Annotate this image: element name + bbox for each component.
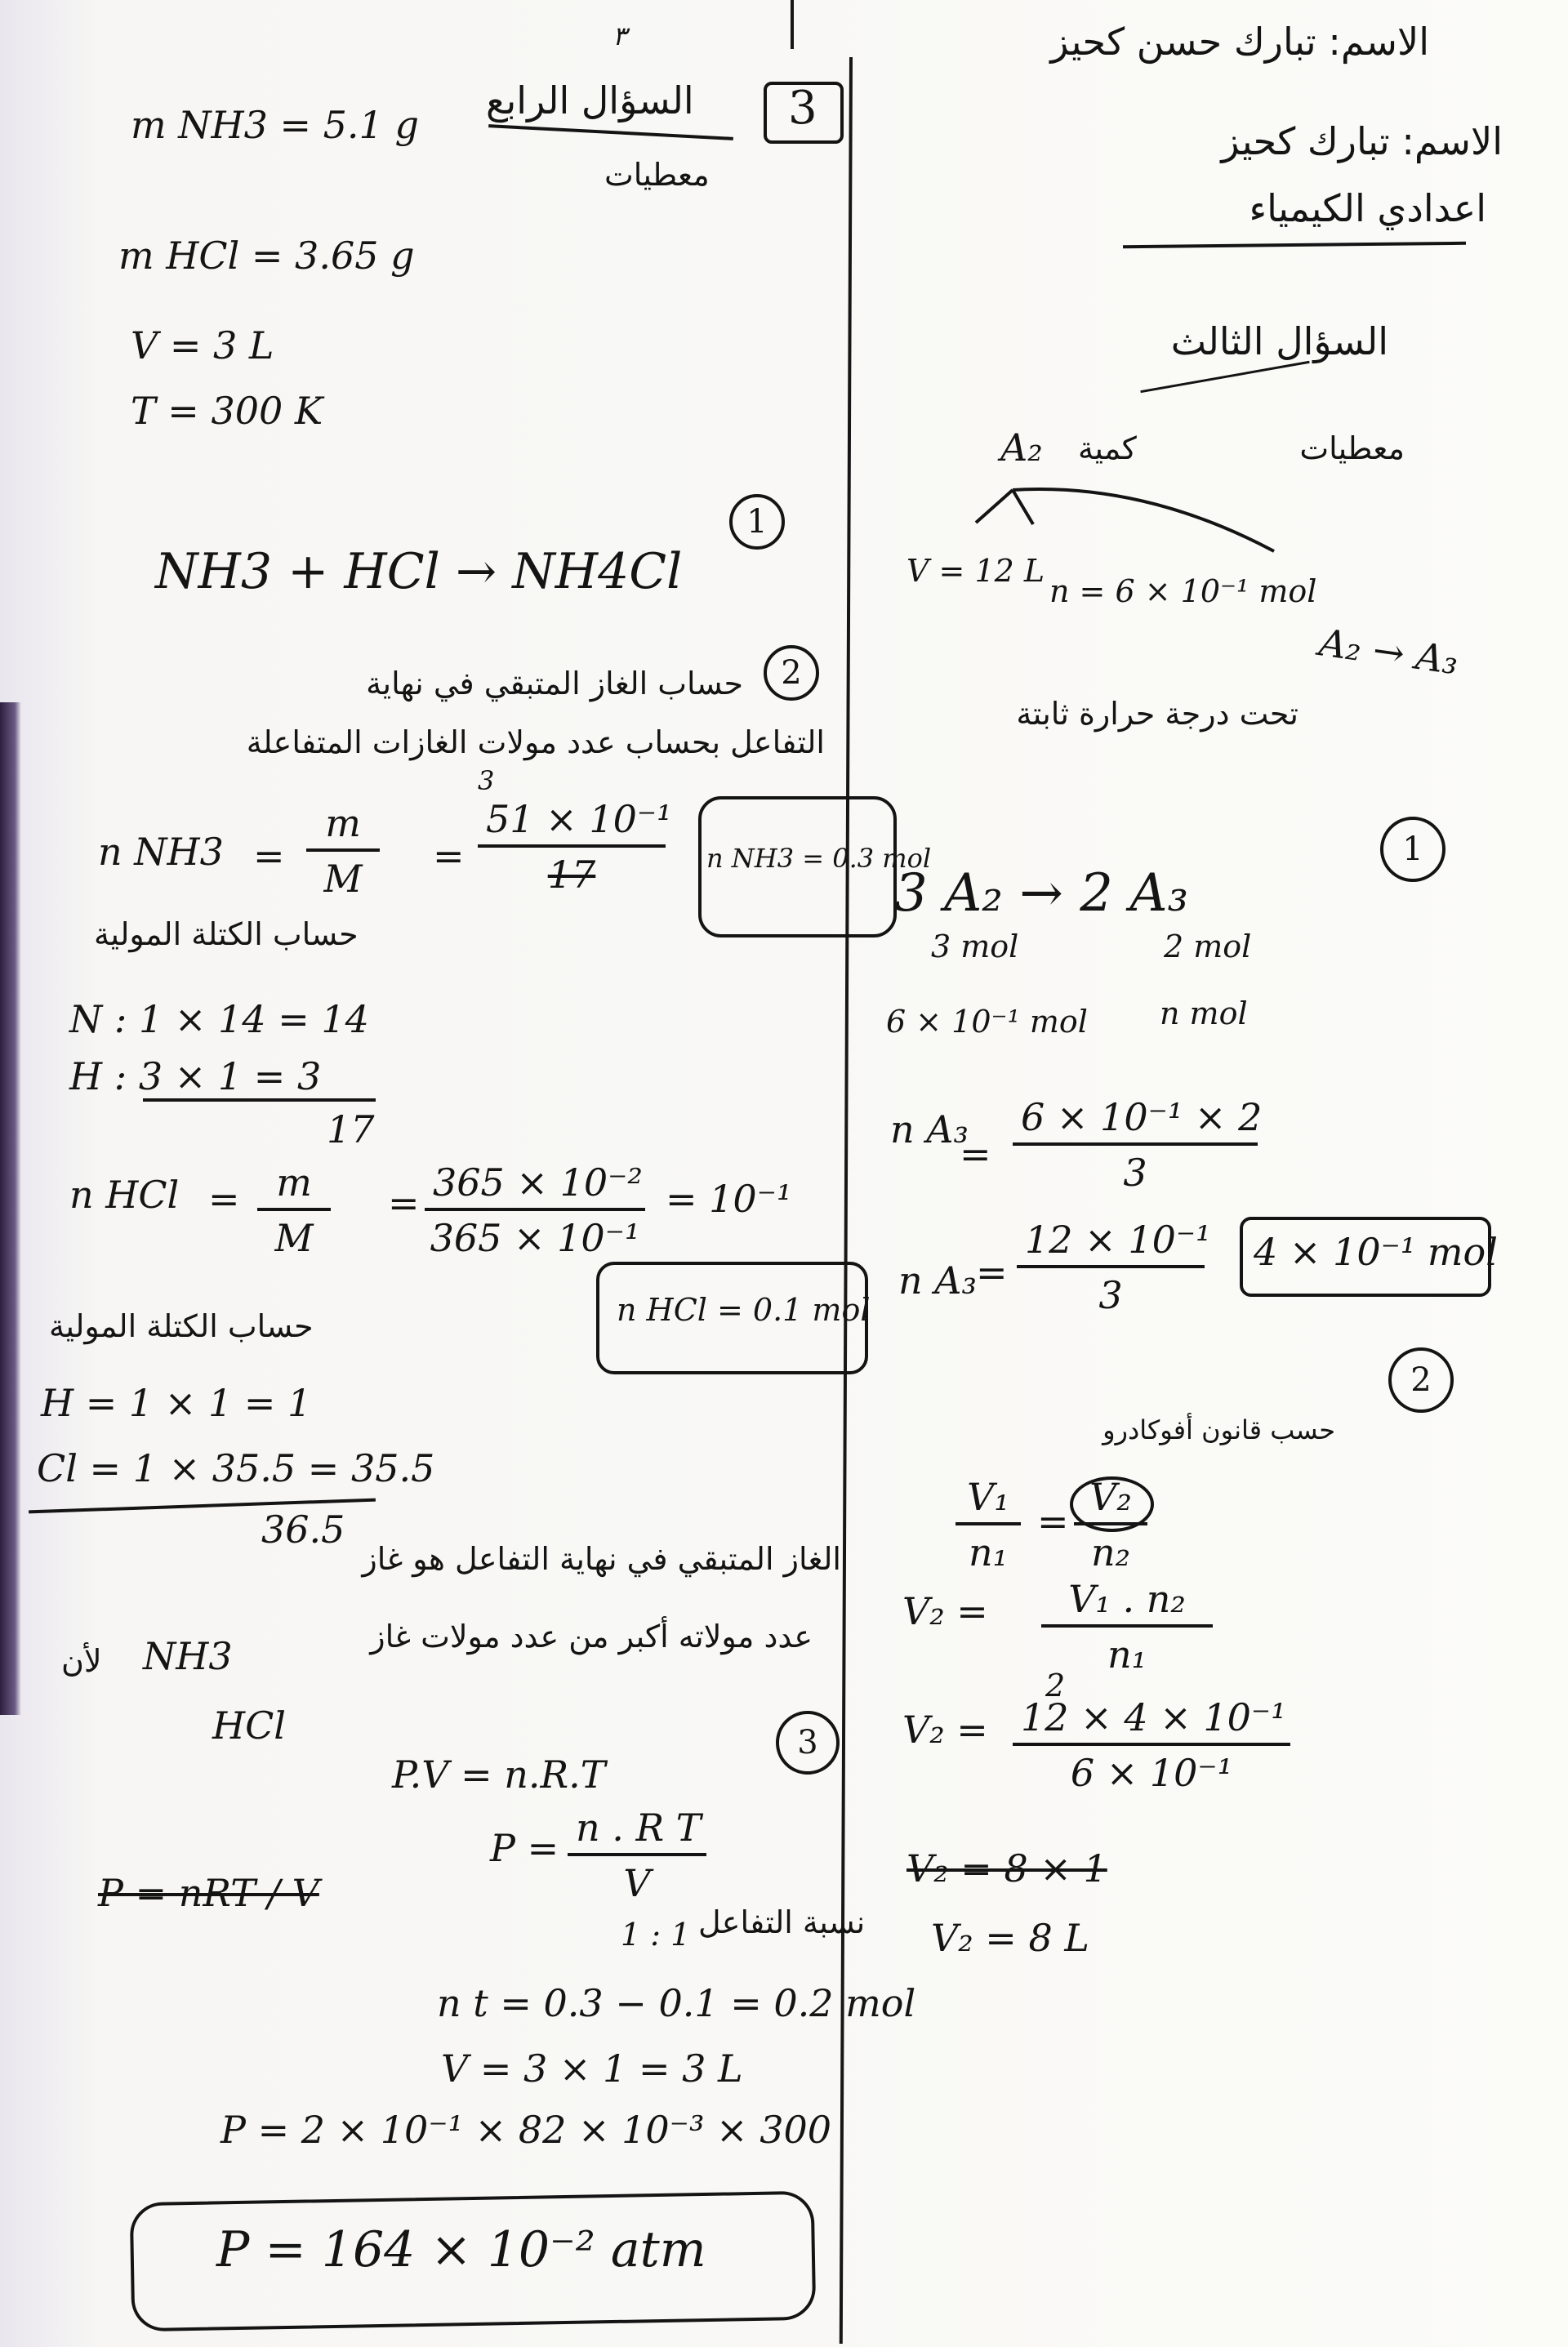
q3-v-given: V = 12 L <box>906 553 1045 589</box>
q4-n-hcl-calc-den: 365 × 10⁻¹ <box>430 1216 640 1260</box>
q4-n-nh3-calc-num: 51 × 10⁻¹ <box>478 800 666 848</box>
q4-n-hcl-den: M <box>274 1216 314 1260</box>
q4-nh3-sum-line <box>143 1098 376 1102</box>
q3-v1n1-fraction <box>956 1475 1021 1574</box>
q3-v2-mid: V₂ = 8 × 1 <box>906 1846 1107 1891</box>
q4-n-nh3-calc-den: 17 <box>547 853 596 897</box>
q4-n-hcl-num: m <box>257 1164 331 1211</box>
q4-n-nh3-calc-top: 3 <box>478 765 495 796</box>
q4-n-hcl-eq2: = <box>388 1181 420 1225</box>
q4-ratio: 1 : 1 <box>621 1917 691 1953</box>
q4-part2-line1: حساب الغاز المتبقي في نهاية <box>366 666 743 701</box>
q3-v1: V₁ <box>956 1478 1021 1525</box>
q3-na3-2-num: 12 × 10⁻¹ <box>1017 1221 1205 1268</box>
q3-v2-calc-fraction <box>1013 1695 1290 1795</box>
q3-step1-badge: 1 <box>1380 817 1446 882</box>
q3-step2-badge: 2 <box>1388 1347 1454 1413</box>
q3-mol-right: 2 mol <box>1164 929 1252 964</box>
q4-nt: n t = 0.3 − 0.1 = 0.2 mol <box>437 1981 916 2025</box>
q4-v-calc: V = 3 × 1 = 3 L <box>441 2046 743 2091</box>
q4-n-hcl-eq1: = <box>208 1177 240 1221</box>
q4-p-frac <box>568 1806 706 1905</box>
q4-pv-eq: P.V = n.R.T <box>392 1752 606 1797</box>
q4-nh3-n: N : 1 × 14 = 14 <box>69 997 369 1041</box>
q4-remaining-gas2: HCl <box>212 1703 287 1748</box>
q3-v2-num: V₁ . n₂ <box>1041 1580 1213 1628</box>
q4-n-nh3-result: n NH3 = 0.3 mol <box>706 843 932 874</box>
q3-v2-calc-num: 12 × 4 × 10⁻¹ <box>1013 1699 1290 1746</box>
q4-molar-hcl-label: حساب الكتلة المولية <box>49 1308 314 1344</box>
q4-part2-line2: التفاعل بحساب عدد مولات الغازات المتفاعلة <box>246 724 825 760</box>
q3-na3-lhs: n A₃ <box>890 1107 969 1151</box>
q4-p-den: V <box>623 1861 651 1905</box>
q4-n-nh3-den: M <box>323 857 363 901</box>
q3-na3-eq: = <box>960 1132 991 1176</box>
q4-remaining-line1: الغاز المتبقي في نهاية التفاعل هو غاز <box>362 1541 841 1577</box>
top-divider-line <box>791 0 794 49</box>
q4-p-crossed: P = nRT / V <box>98 1871 319 1915</box>
q4-given-label: معطيات <box>604 157 710 193</box>
q4-ratio-label: نسبة التفاعل <box>698 1904 866 1940</box>
q4-n-hcl-mid: = 10⁻¹ <box>666 1177 792 1221</box>
q4-n-nh3-eq1: = <box>253 834 285 878</box>
q3-reaction-short: A₂ → A₃ <box>1316 620 1462 684</box>
q4-n-hcl-lhs: n HCl <box>69 1173 180 1217</box>
header-top-name: الاسم: تبارك حسن كحيز <box>1050 20 1429 64</box>
q4-molar-nh3-label: حساب الكتلة المولية <box>94 916 359 952</box>
header-page-mark: ٣ <box>612 20 627 51</box>
q4-hcl-total: 36.5 <box>261 1508 345 1552</box>
q4-nh3-total: 17 <box>327 1107 375 1151</box>
q4-n-nh3-eq2: = <box>433 834 465 878</box>
q3-branch-arrows <box>964 474 1290 563</box>
q3-na3-2-eq: = <box>976 1250 1008 1294</box>
q3-v2-lhs: V₂ = <box>902 1589 988 1633</box>
q3-conditions: تحت درجة حرارة ثابتة <box>1016 696 1298 732</box>
q3-a2: A₂ <box>1000 425 1043 470</box>
q3-v2: V₂ <box>1074 1478 1147 1525</box>
q3-v2-den: n₁ <box>1107 1632 1147 1677</box>
header-underline <box>1123 242 1466 248</box>
q3-na3-den: 3 <box>1123 1151 1147 1195</box>
q3-equation: 3 A₂ → 2 A₃ <box>894 863 1189 924</box>
q3-given-mid: كمية <box>1078 430 1137 466</box>
q4-n-nh3-lhs: n NH3 <box>98 830 224 874</box>
q3-n2: n₂ <box>1090 1530 1131 1574</box>
q4-n-nh3-calc-frac <box>478 797 672 897</box>
q3-na3-num: 6 × 10⁻¹ × 2 <box>1013 1098 1258 1146</box>
q4-final-answer: P = 164 × 10⁻² atm <box>216 2221 706 2278</box>
q3-na3-2-den: 3 <box>1098 1273 1123 1317</box>
q3-title: السؤال الثالث <box>1170 319 1388 363</box>
q4-m-nh3: m NH3 = 5.1 g <box>131 103 419 147</box>
q4-title-underline <box>488 124 733 140</box>
q3-n-given: n = 6 × 10⁻¹ mol <box>1049 573 1317 609</box>
q3-n1: n₁ <box>968 1530 1009 1574</box>
q3-avog-eq: = <box>1037 1499 1069 1543</box>
q3-v2-fraction <box>1041 1577 1213 1677</box>
q4-step2-badge: 2 <box>764 645 819 701</box>
q3-v2-calc-top: 2 <box>1045 1668 1066 1703</box>
q3-title-underline <box>1140 361 1309 393</box>
q4-n-hcl-calc-num: 365 × 10⁻² <box>425 1164 645 1211</box>
q3-law-label: حسب قانون أفوكادرو <box>1102 1414 1335 1445</box>
q4-volume: V = 3 L <box>131 323 274 367</box>
paper-shadow <box>0 702 21 1715</box>
q3-na3-2-lhs: n A₃ <box>898 1258 977 1303</box>
q4-n-hcl-frac <box>257 1160 331 1260</box>
q3-v2-circle <box>1070 1476 1154 1532</box>
q4-title: السؤال الرابع <box>486 78 694 122</box>
q4-remaining-line2: عدد مولاته أكبر من عدد مولات غاز <box>370 1619 813 1654</box>
q3-v2-final: V₂ = 8 L <box>931 1916 1089 1960</box>
header-class: اعدادي الكيمياء <box>1249 186 1486 230</box>
header-student-name: الاسم: تبارك كحيز <box>1221 119 1503 163</box>
q4-reaction: NH3 + HCl → NH4Cl <box>155 543 683 600</box>
q4-m-hcl: m HCl = 3.65 g <box>118 234 415 278</box>
q3-v2-calc-lhs: V₂ = <box>902 1708 988 1752</box>
q3-na3-result: 4 × 10⁻¹ mol <box>1254 1230 1498 1274</box>
q3-mol-left: 3 mol <box>931 929 1019 964</box>
q4-temperature: T = 300 K <box>131 389 323 433</box>
q3-v2-calc-den: 6 × 10⁻¹ <box>1070 1751 1233 1795</box>
q4-remaining-because: لأن <box>61 1643 102 1679</box>
q3-given-right: n mol <box>1160 995 1248 1031</box>
q3-na3-2-fraction <box>1017 1218 1211 1317</box>
q3-given-left: 6 × 10⁻¹ mol <box>886 1004 1088 1040</box>
q4-step3-badge: 3 <box>776 1711 840 1775</box>
q4-hcl-h: H = 1 × 1 = 1 <box>41 1381 312 1425</box>
q4-remaining-gas: NH3 <box>143 1634 233 1678</box>
q4-nh3-h: H : 3 × 1 = 3 <box>69 1054 322 1098</box>
q4-n-nh3-frac <box>306 801 380 901</box>
q4-n-hcl-calc-frac <box>425 1160 645 1260</box>
q3-given-label: معطيات <box>1299 430 1405 466</box>
q4-p-lhs: P = <box>490 1826 559 1870</box>
q4-p-num: n . R T <box>568 1809 706 1856</box>
q4-p-calc: P = 2 × 10⁻¹ × 82 × 10⁻³ × 300 <box>220 2108 831 2152</box>
q4-hcl-cl: Cl = 1 × 35.5 = 35.5 <box>37 1446 435 1490</box>
q4-step1-badge: 1 <box>729 494 785 550</box>
q4-n-nh3-num: m <box>306 804 380 852</box>
q4-n-hcl-result: n HCl = 0.1 mol <box>617 1292 871 1328</box>
q3-na3-fraction <box>1013 1095 1263 1195</box>
q4-badge: 3 <box>788 82 817 135</box>
